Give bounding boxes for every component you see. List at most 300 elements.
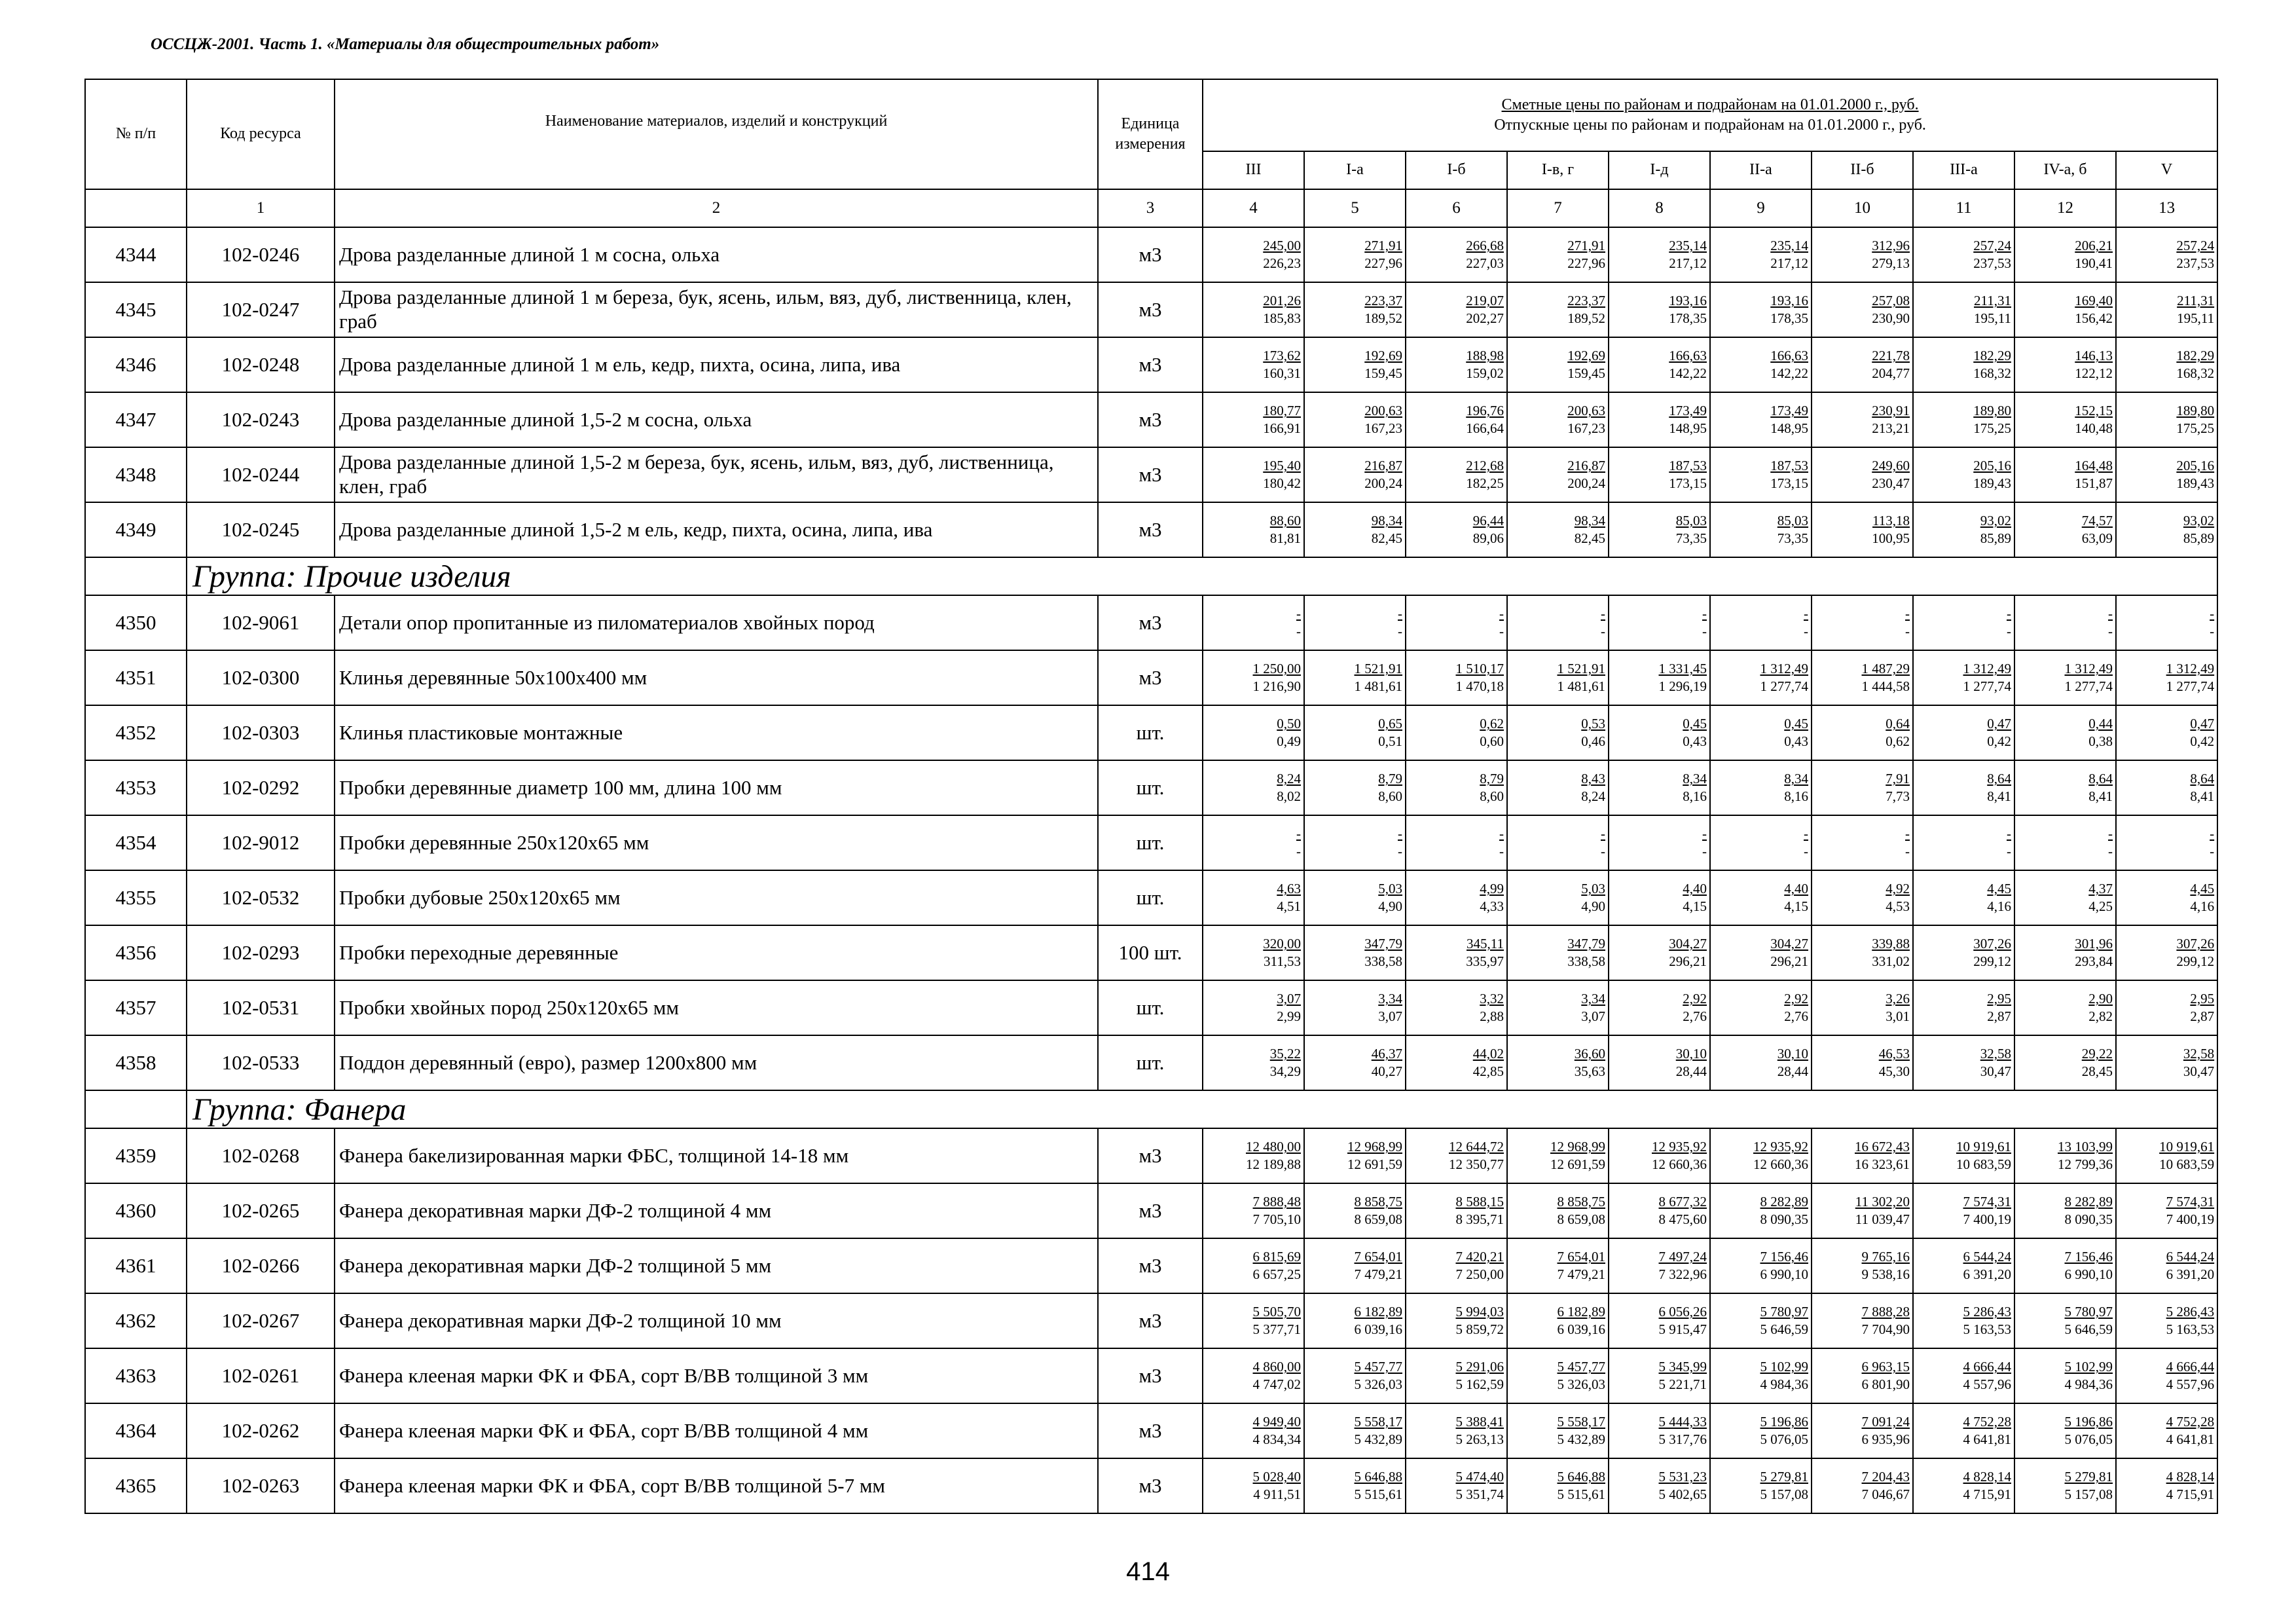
estimated-price: 169,40 bbox=[2075, 293, 2113, 308]
price-cell bbox=[1812, 1348, 1913, 1403]
release-price: 6 391,20 bbox=[2166, 1266, 2215, 1282]
release-price: - bbox=[1398, 623, 1402, 639]
price-cell bbox=[1507, 870, 1609, 925]
table-header bbox=[85, 79, 2217, 227]
price-cell bbox=[1913, 595, 2014, 650]
price-cell bbox=[1913, 447, 2014, 502]
price-cell bbox=[1304, 650, 1406, 705]
estimated-price: 307,26 bbox=[1973, 936, 2011, 951]
price-cell bbox=[1812, 1458, 1913, 1513]
price-cell bbox=[2014, 1035, 2116, 1090]
estimated-price: 187,53 bbox=[1770, 458, 1808, 473]
release-price: 168,32 bbox=[1973, 365, 2011, 381]
estimated-price: 7 204,43 bbox=[1861, 1469, 1910, 1485]
estimated-price: 173,49 bbox=[1669, 403, 1707, 418]
table-row bbox=[85, 1238, 2217, 1293]
header-col-number: 1 bbox=[187, 189, 335, 227]
price-cell bbox=[1913, 1293, 2014, 1348]
estimated-price: 5 279,81 bbox=[2064, 1469, 2113, 1485]
estimated-price: 46,53 bbox=[1878, 1046, 1910, 1061]
estimated-price: 347,79 bbox=[1567, 936, 1605, 951]
release-price: 0,46 bbox=[1581, 733, 1605, 749]
release-price: 7 400,19 bbox=[1963, 1211, 2011, 1227]
estimated-price: - bbox=[1296, 826, 1301, 841]
price-cell bbox=[1812, 815, 1913, 870]
price-cell bbox=[1507, 502, 1609, 557]
price-cell bbox=[1507, 1293, 1609, 1348]
release-price: 189,43 bbox=[2176, 475, 2215, 491]
release-price: 5 646,59 bbox=[2064, 1321, 2113, 1337]
price-cell bbox=[2116, 760, 2217, 815]
estimated-price: 4,37 bbox=[2088, 881, 2113, 896]
price-cell bbox=[1913, 227, 2014, 282]
release-price: 5 076,05 bbox=[1760, 1431, 1808, 1447]
release-price: 217,12 bbox=[1669, 255, 1707, 271]
price-cell bbox=[1812, 337, 1913, 392]
release-price: 175,25 bbox=[1973, 420, 2011, 436]
release-price: 4 984,36 bbox=[1760, 1376, 1808, 1392]
release-price: - bbox=[1601, 843, 1605, 859]
price-cell bbox=[1203, 760, 1304, 815]
price-cell bbox=[1507, 447, 1609, 502]
price-cell bbox=[1710, 760, 1812, 815]
release-price: 4 715,91 bbox=[2166, 1486, 2215, 1502]
price-cell bbox=[1304, 760, 1406, 815]
price-cell bbox=[1406, 1183, 1507, 1238]
price-cell bbox=[1507, 705, 1609, 760]
price-cell bbox=[2116, 227, 2217, 282]
price-cell bbox=[2116, 870, 2217, 925]
release-price: 63,09 bbox=[2081, 530, 2113, 546]
release-price: 6 801,90 bbox=[1861, 1376, 1910, 1392]
estimated-price: 8,43 bbox=[1581, 771, 1605, 786]
release-price: 8 090,35 bbox=[2064, 1211, 2113, 1227]
estimated-price: 7 420,21 bbox=[1455, 1249, 1504, 1264]
release-price: 226,23 bbox=[1263, 255, 1301, 271]
table-row bbox=[85, 282, 2217, 337]
estimated-price: 4 666,44 bbox=[2166, 1359, 2215, 1375]
estimated-price: 7 091,24 bbox=[1861, 1414, 1910, 1430]
release-price: 8,16 bbox=[1784, 788, 1808, 804]
release-price: 7 400,19 bbox=[2166, 1211, 2215, 1227]
price-cell bbox=[1304, 925, 1406, 980]
resource-code: 102-0245 bbox=[187, 502, 335, 557]
header-prices bbox=[1203, 79, 2217, 151]
material-name: Клинья деревянные 50х100х400 мм bbox=[335, 650, 1098, 705]
release-price: 0,62 bbox=[1886, 733, 1910, 749]
estimated-price: 98,34 bbox=[1574, 513, 1605, 528]
unit: шт. bbox=[1098, 705, 1203, 760]
price-cell bbox=[1710, 282, 1812, 337]
estimated-price: 5 457,77 bbox=[1354, 1359, 1402, 1375]
release-price: 5 221,71 bbox=[1658, 1376, 1707, 1392]
release-price: 5 432,89 bbox=[1557, 1431, 1605, 1447]
release-price: 189,52 bbox=[1567, 310, 1605, 326]
price-cell bbox=[1507, 815, 1609, 870]
estimated-price: 339,88 bbox=[1872, 936, 1910, 951]
estimated-price: 6 544,24 bbox=[2166, 1249, 2215, 1264]
resource-code: 102-0248 bbox=[187, 337, 335, 392]
release-price: 4,16 bbox=[1987, 898, 2011, 914]
estimated-price: 257,24 bbox=[1973, 238, 2011, 253]
price-cell bbox=[1609, 980, 1710, 1035]
price-cell bbox=[1609, 227, 1710, 282]
release-price: 30,47 bbox=[1980, 1063, 2011, 1079]
price-cell bbox=[1203, 227, 1304, 282]
estimated-price: 187,53 bbox=[1669, 458, 1707, 473]
header-num: № п/п bbox=[85, 79, 187, 189]
price-cell bbox=[1507, 1035, 1609, 1090]
release-price: 0,49 bbox=[1277, 733, 1301, 749]
price-cell bbox=[1609, 815, 1710, 870]
price-cell bbox=[2116, 705, 2217, 760]
price-cell bbox=[1304, 1128, 1406, 1183]
estimated-price: 8,64 bbox=[2088, 771, 2113, 786]
estimated-price: 0,64 bbox=[1886, 716, 1910, 731]
release-price: 8 090,35 bbox=[1760, 1211, 1808, 1227]
estimated-price: 8 858,75 bbox=[1557, 1194, 1605, 1209]
release-price: 16 323,61 bbox=[1855, 1156, 1910, 1172]
release-price: 293,84 bbox=[2075, 953, 2113, 969]
price-cell bbox=[1406, 1035, 1507, 1090]
estimated-price: 3,07 bbox=[1277, 991, 1301, 1006]
price-cell bbox=[2014, 980, 2116, 1035]
price-table bbox=[84, 79, 2218, 1514]
row-number: 4346 bbox=[85, 337, 187, 392]
release-price: 2,87 bbox=[2190, 1008, 2215, 1024]
unit: м3 bbox=[1098, 282, 1203, 337]
release-price: 85,89 bbox=[1980, 530, 2011, 546]
estimated-price: 192,69 bbox=[1364, 348, 1402, 363]
estimated-price: 7 654,01 bbox=[1354, 1249, 1402, 1264]
price-cell bbox=[1913, 815, 2014, 870]
estimated-price: 312,96 bbox=[1872, 238, 1910, 253]
estimated-price: 0,47 bbox=[2190, 716, 2215, 731]
release-price: 178,35 bbox=[1669, 310, 1707, 326]
material-name: Фанера бакелизированная марки ФБС, толщиной 14-18 мм bbox=[335, 1128, 1098, 1183]
estimated-price: 12 935,92 bbox=[1753, 1139, 1808, 1154]
estimated-price: 98,34 bbox=[1371, 513, 1402, 528]
header-region: II-а bbox=[1710, 151, 1812, 189]
estimated-price: 8 677,32 bbox=[1658, 1194, 1707, 1209]
resource-code: 102-9061 bbox=[187, 595, 335, 650]
material-name: Фанера клееная марки ФК и ФБА, сорт В/ВВ толщиной 4 мм bbox=[335, 1403, 1098, 1458]
price-cell bbox=[2116, 337, 2217, 392]
estimated-price: 10 919,61 bbox=[2159, 1139, 2215, 1154]
estimated-price: 5 279,81 bbox=[1760, 1469, 1808, 1485]
release-price: 151,87 bbox=[2075, 475, 2113, 491]
estimated-price: 1 521,91 bbox=[1557, 661, 1605, 676]
estimated-price: 7 156,46 bbox=[1760, 1249, 1808, 1264]
estimated-price: 8 282,89 bbox=[2064, 1194, 2113, 1209]
material-name: Пробки дубовые 250х120х65 мм bbox=[335, 870, 1098, 925]
estimated-price: - bbox=[2108, 606, 2113, 621]
price-cell bbox=[1812, 650, 1913, 705]
estimated-price: 4,63 bbox=[1277, 881, 1301, 896]
price-cell bbox=[1710, 980, 1812, 1035]
release-price: 237,53 bbox=[2176, 255, 2215, 271]
material-name: Дрова разделанные длиной 1 м ель, кедр, пихта, осина, липа, ива bbox=[335, 337, 1098, 392]
estimated-price: 235,14 bbox=[1669, 238, 1707, 253]
release-price: 4 641,81 bbox=[2166, 1431, 2215, 1447]
estimated-price: 211,31 bbox=[2177, 293, 2215, 308]
price-cell bbox=[2116, 282, 2217, 337]
estimated-price: 212,68 bbox=[1466, 458, 1504, 473]
row-number: 4352 bbox=[85, 705, 187, 760]
estimated-price: 1 521,91 bbox=[1354, 661, 1402, 676]
price-cell bbox=[1406, 1458, 1507, 1513]
row-number: 4357 bbox=[85, 980, 187, 1035]
estimated-price: 5 474,40 bbox=[1455, 1469, 1504, 1485]
estimated-price: 0,62 bbox=[1480, 716, 1504, 731]
price-cell bbox=[1507, 1128, 1609, 1183]
estimated-price: - bbox=[2007, 826, 2011, 841]
resource-code: 102-0267 bbox=[187, 1293, 335, 1348]
price-cell bbox=[1812, 980, 1913, 1035]
estimated-price: 182,29 bbox=[1973, 348, 2011, 363]
price-cell bbox=[1812, 1238, 1913, 1293]
release-price: 8,41 bbox=[1987, 788, 2011, 804]
table-row bbox=[85, 595, 2217, 650]
price-cell bbox=[1710, 1458, 1812, 1513]
estimated-price: 8,79 bbox=[1378, 771, 1402, 786]
estimated-price: 5 196,86 bbox=[2064, 1414, 2113, 1430]
release-price: 6 039,16 bbox=[1557, 1321, 1605, 1337]
price-cell bbox=[1406, 1128, 1507, 1183]
estimated-price: 4,92 bbox=[1886, 881, 1910, 896]
resource-code: 102-0303 bbox=[187, 705, 335, 760]
release-price: 311,53 bbox=[1264, 953, 1301, 969]
release-price: 85,89 bbox=[2183, 530, 2215, 546]
unit: м3 bbox=[1098, 1348, 1203, 1403]
estimated-price: 1 510,17 bbox=[1455, 661, 1504, 676]
release-price: 5 163,53 bbox=[2166, 1321, 2215, 1337]
price-cell bbox=[1710, 447, 1812, 502]
release-price: 159,45 bbox=[1364, 365, 1402, 381]
release-price: 2,76 bbox=[1784, 1008, 1808, 1024]
estimated-price: 4 828,14 bbox=[1963, 1469, 2011, 1485]
material-name: Фанера декоративная марки ДФ-2 толщиной 10 мм bbox=[335, 1293, 1098, 1348]
price-cell bbox=[1913, 760, 2014, 815]
table-row bbox=[85, 650, 2217, 705]
table-row bbox=[85, 337, 2217, 392]
material-name: Пробки хвойных пород 250х120х65 мм bbox=[335, 980, 1098, 1035]
price-cell bbox=[1304, 870, 1406, 925]
estimated-price: 164,48 bbox=[2075, 458, 2113, 473]
release-price: 166,91 bbox=[1263, 420, 1301, 436]
table-row bbox=[85, 392, 2217, 447]
release-price: 73,35 bbox=[1675, 530, 1707, 546]
price-cell bbox=[1913, 870, 2014, 925]
release-price: 167,23 bbox=[1364, 420, 1402, 436]
estimated-price: - bbox=[1499, 826, 1504, 841]
estimated-price: 12 644,72 bbox=[1449, 1139, 1504, 1154]
price-cell bbox=[1203, 925, 1304, 980]
estimated-price: - bbox=[1601, 826, 1605, 841]
estimated-price: 12 480,00 bbox=[1246, 1139, 1301, 1154]
release-price: 0,38 bbox=[2088, 733, 2113, 749]
material-name: Фанера декоративная марки ДФ-2 толщиной 5 мм bbox=[335, 1238, 1098, 1293]
release-price: 4,90 bbox=[1378, 898, 1402, 914]
price-cell bbox=[1406, 447, 1507, 502]
estimated-price: 5 444,33 bbox=[1658, 1414, 1707, 1430]
table-row bbox=[85, 980, 2217, 1035]
release-price: 7,73 bbox=[1886, 788, 1910, 804]
estimated-price: 88,60 bbox=[1269, 513, 1301, 528]
resource-code: 102-0244 bbox=[187, 447, 335, 502]
price-cell bbox=[1304, 595, 1406, 650]
resource-code: 102-0300 bbox=[187, 650, 335, 705]
estimated-price: 221,78 bbox=[1872, 348, 1910, 363]
release-price: 8,16 bbox=[1683, 788, 1707, 804]
estimated-price: 257,24 bbox=[2176, 238, 2215, 253]
price-cell bbox=[2116, 980, 2217, 1035]
estimated-price: 10 919,61 bbox=[1956, 1139, 2011, 1154]
header-col-number: 6 bbox=[1406, 189, 1507, 227]
estimated-price: 6 056,26 bbox=[1658, 1304, 1707, 1320]
price-cell bbox=[2014, 1403, 2116, 1458]
header-region: II-б bbox=[1812, 151, 1913, 189]
estimated-price: - bbox=[1804, 826, 1808, 841]
price-cell bbox=[1710, 1035, 1812, 1090]
price-cell bbox=[1609, 282, 1710, 337]
material-name: Клинья пластиковые монтажные bbox=[335, 705, 1098, 760]
estimated-price: 8,34 bbox=[1784, 771, 1808, 786]
table-row bbox=[85, 1035, 2217, 1090]
unit: м3 bbox=[1098, 595, 1203, 650]
estimated-price: 180,77 bbox=[1263, 403, 1301, 418]
estimated-price: 216,87 bbox=[1567, 458, 1605, 473]
release-price: 189,43 bbox=[1973, 475, 2011, 491]
estimated-price: 5 780,97 bbox=[1760, 1304, 1808, 1320]
release-price: 204,77 bbox=[1872, 365, 1910, 381]
estimated-price: 5 780,97 bbox=[2064, 1304, 2113, 1320]
estimated-price: 201,26 bbox=[1263, 293, 1301, 308]
release-price: 1 296,19 bbox=[1658, 678, 1707, 694]
release-price: 299,12 bbox=[2176, 953, 2215, 969]
estimated-price: 7 654,01 bbox=[1557, 1249, 1605, 1264]
row-number: 4350 bbox=[85, 595, 187, 650]
price-cell bbox=[1203, 705, 1304, 760]
release-price: 200,24 bbox=[1364, 475, 1402, 491]
table-row bbox=[85, 227, 2217, 282]
estimated-price: 113,18 bbox=[1872, 513, 1910, 528]
price-cell bbox=[1406, 1293, 1507, 1348]
release-price: 182,25 bbox=[1466, 475, 1504, 491]
release-price: 335,97 bbox=[1466, 953, 1504, 969]
estimated-price: 0,45 bbox=[1683, 716, 1707, 731]
release-price: 3,07 bbox=[1378, 1008, 1402, 1024]
price-cell bbox=[1304, 1458, 1406, 1513]
estimated-price: 271,91 bbox=[1567, 238, 1605, 253]
release-price: 296,21 bbox=[1669, 953, 1707, 969]
release-price: 1 277,74 bbox=[1963, 678, 2011, 694]
release-price: 5 351,74 bbox=[1455, 1486, 1504, 1502]
estimated-price: 304,27 bbox=[1669, 936, 1707, 951]
price-cell bbox=[1812, 1128, 1913, 1183]
release-price: 7 479,21 bbox=[1354, 1266, 1402, 1282]
release-price: 296,21 bbox=[1770, 953, 1808, 969]
price-cell bbox=[2116, 1403, 2217, 1458]
release-price: 2,99 bbox=[1277, 1008, 1301, 1024]
estimated-price: 146,13 bbox=[2075, 348, 2113, 363]
header-col-number: 11 bbox=[1913, 189, 2014, 227]
material-name: Пробки переходные деревянные bbox=[335, 925, 1098, 980]
estimated-price: 5 531,23 bbox=[1658, 1469, 1707, 1485]
resource-code: 102-9012 bbox=[187, 815, 335, 870]
estimated-price: 36,60 bbox=[1574, 1046, 1605, 1061]
release-price: 7 046,67 bbox=[1861, 1486, 1910, 1502]
estimated-price: 211,31 bbox=[1974, 293, 2011, 308]
price-cell bbox=[2014, 1458, 2116, 1513]
header-col-number: 5 bbox=[1304, 189, 1406, 227]
unit: шт. bbox=[1098, 760, 1203, 815]
release-price: 45,30 bbox=[1878, 1063, 1910, 1079]
row-number: 4356 bbox=[85, 925, 187, 980]
document-header-title: ОССЦЖ-2001. Часть 1. «Материалы для общестроительных работ» bbox=[151, 35, 660, 53]
release-price: 0,42 bbox=[2190, 733, 2215, 749]
estimated-price: 301,96 bbox=[2075, 936, 2113, 951]
release-price: 4,51 bbox=[1277, 898, 1301, 914]
estimated-price: 193,16 bbox=[1669, 293, 1707, 308]
price-cell bbox=[2116, 1458, 2217, 1513]
unit: шт. bbox=[1098, 980, 1203, 1035]
release-price: 8 395,71 bbox=[1455, 1211, 1504, 1227]
price-cell bbox=[1406, 595, 1507, 650]
estimated-price: 4 666,44 bbox=[1963, 1359, 2011, 1375]
release-price: - bbox=[1601, 623, 1605, 639]
price-cell bbox=[1609, 925, 1710, 980]
unit: м3 bbox=[1098, 1293, 1203, 1348]
price-cell bbox=[1406, 760, 1507, 815]
price-cell bbox=[1507, 760, 1609, 815]
release-price: 200,24 bbox=[1567, 475, 1605, 491]
release-price: 140,48 bbox=[2075, 420, 2113, 436]
estimated-price: 195,40 bbox=[1263, 458, 1301, 473]
price-cell bbox=[1710, 1348, 1812, 1403]
release-price: 142,22 bbox=[1669, 365, 1707, 381]
release-price: 0,42 bbox=[1987, 733, 2011, 749]
estimated-price: 5 286,43 bbox=[1963, 1304, 2011, 1320]
header-col-number: 12 bbox=[2014, 189, 2116, 227]
header-col-number: 13 bbox=[2116, 189, 2217, 227]
price-cell bbox=[1609, 595, 1710, 650]
header-unit: Единица измерения bbox=[1098, 79, 1203, 189]
price-cell bbox=[1203, 1403, 1304, 1458]
price-cell bbox=[1913, 980, 2014, 1035]
estimated-price: 205,16 bbox=[2176, 458, 2215, 473]
estimated-price: 2,95 bbox=[2190, 991, 2215, 1006]
estimated-price: 5 457,77 bbox=[1557, 1359, 1605, 1375]
price-cell bbox=[1304, 392, 1406, 447]
price-cell bbox=[1304, 1035, 1406, 1090]
price-cell bbox=[1812, 282, 1913, 337]
estimated-price: 5 646,88 bbox=[1354, 1469, 1402, 1485]
release-price: - bbox=[1804, 843, 1808, 859]
estimated-price: 189,80 bbox=[2176, 403, 2215, 418]
estimated-price: 7 888,28 bbox=[1861, 1304, 1910, 1320]
release-price: 1 277,74 bbox=[2064, 678, 2113, 694]
release-price: 5 076,05 bbox=[2064, 1431, 2113, 1447]
estimated-price: 173,62 bbox=[1263, 348, 1301, 363]
release-price: 8,60 bbox=[1480, 788, 1504, 804]
release-price: 1 481,61 bbox=[1557, 678, 1605, 694]
group-blank-cell bbox=[85, 557, 187, 595]
estimated-price: 4 949,40 bbox=[1252, 1414, 1301, 1430]
release-price: 213,21 bbox=[1872, 420, 1910, 436]
release-price: 89,06 bbox=[1472, 530, 1504, 546]
estimated-price: - bbox=[1702, 606, 1707, 621]
